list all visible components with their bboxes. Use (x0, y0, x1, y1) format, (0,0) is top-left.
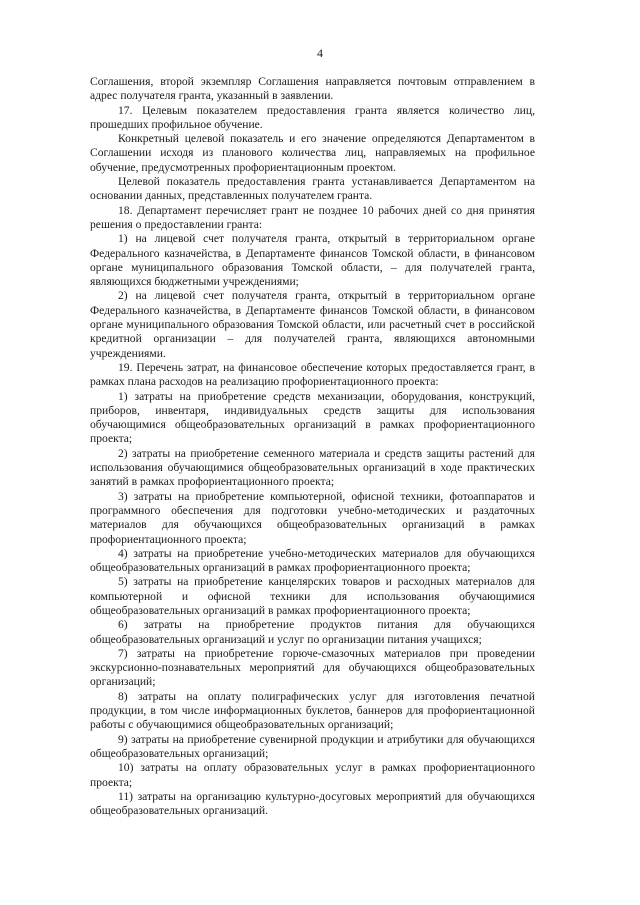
page-number: 4 (317, 46, 323, 60)
paragraph-continuation: Соглашения, второй экземпляр Соглашения направляется почтовым отправлением в адрес получателя гранта, указанный в заявлении. (90, 75, 535, 103)
paragraph-target-indicator: Конкретный целевой показатель и его значение определяются Департаментом в Соглашении исходя из планового количества лиц, направляемых на профильное обучение, предусмотренных профориентационным проектом. (90, 132, 535, 174)
paragraph-19-item-7: 7) затраты на приобретение горюче-смазочных материалов при проведении экскурсионно-познавательных мероприятий для обучающихся общеобразовательных организаций; (90, 646, 535, 689)
paragraph-19-item-11: 11) затраты на организацию культурно-досуговых мероприятий для обучающихся общеобразовательных организаций. (90, 789, 535, 818)
paragraph-19-item-5: 5) затраты на приобретение канцелярских товаров и расходных материалов для компьютерной и офисной техники для использования обучающимися общеобразовательных организаций в рамках профориентационного проекта; (90, 575, 535, 617)
paragraph-19-item-6: 6) затраты на приобретение продуктов питания для обучающихся общеобразовательных организаций и услуг по организации питания учащихся; (90, 618, 535, 646)
paragraph-19-item-1: 1) затраты на приобретение средств механизации, оборудования, конструкций, приборов, инвентаря, индивидуальных средств защиты для использования обучающимися общеобразовательных организаций в рамках профориентационного проекта; (90, 389, 535, 446)
paragraph-19-item-8: 8) затраты на оплату полиграфических услуг для изготовления печатной продукции, в том числе информационных буклетов, баннеров для профориентационной работы с обучающимися общеобразовательных организаций; (90, 689, 535, 732)
paragraph-target-setting: Целевой показатель предоставления гранта устанавливается Департаментом на основании данных, представленных получателем гранта. (90, 175, 535, 203)
paragraph-18: 18. Департамент перечисляет грант не позднее 10 рабочих дней со дня принятия решения о предоставлении гранта: (90, 203, 535, 231)
paragraph-19: 19. Перечень затрат, на финансовое обеспечение которых предоставляется грант, в рамках плана расходов на реализацию профориентационного проекта: (90, 360, 535, 389)
paragraph-19-item-3: 3) затраты на приобретение компьютерной, офисной техники, фотоаппаратов и программного обеспечения для подготовки учебно-методических и раздаточных материалов для обучающихся общеобразовательных организаций в рамках профориентационного проекта; (90, 489, 535, 546)
paragraph-19-item-10: 10) затраты на оплату образовательных услуг в рамках профориентационного проекта; (90, 761, 535, 789)
paragraph-18-item-2: 2) на лицевой счет получателя гранта, открытый в территориальном органе Федерального казначейства, в Департаменте финансов Томской области, в финансовом органе муниципального образования Томской области, или расчетный счет в российской кредитной организации – для получателей гранта, являющихся автономными учреждениями. (90, 289, 535, 360)
paragraph-19-item-4: 4) затраты на приобретение учебно-методических материалов для обучающихся общеобразовательных организаций в рамках профориентационного проекта; (90, 546, 535, 575)
paragraph-17: 17. Целевым показателем предоставления гранта является количество лиц, прошедших профильное обучение. (90, 103, 535, 131)
paragraph-19-item-2: 2) затраты на приобретение семенного материала и средств защиты растений для использования обучающимися общеобразовательных организаций в ходе практических занятий в рамках профориентационного проекта; (90, 446, 535, 489)
paragraph-19-item-9: 9) затраты на приобретение сувенирной продукции и атрибутики для обучающихся общеобразовательных организаций; (90, 732, 535, 760)
paragraph-18-item-1: 1) на лицевой счет получателя гранта, открытый в территориальном органе Федерального казначейства, в Департаменте финансов Томской области, в финансовом органе муниципального образования Томской области, – для получателей гранта, являющихся бюджетными учреждениями; (90, 232, 535, 289)
document-body (90, 75, 535, 818)
